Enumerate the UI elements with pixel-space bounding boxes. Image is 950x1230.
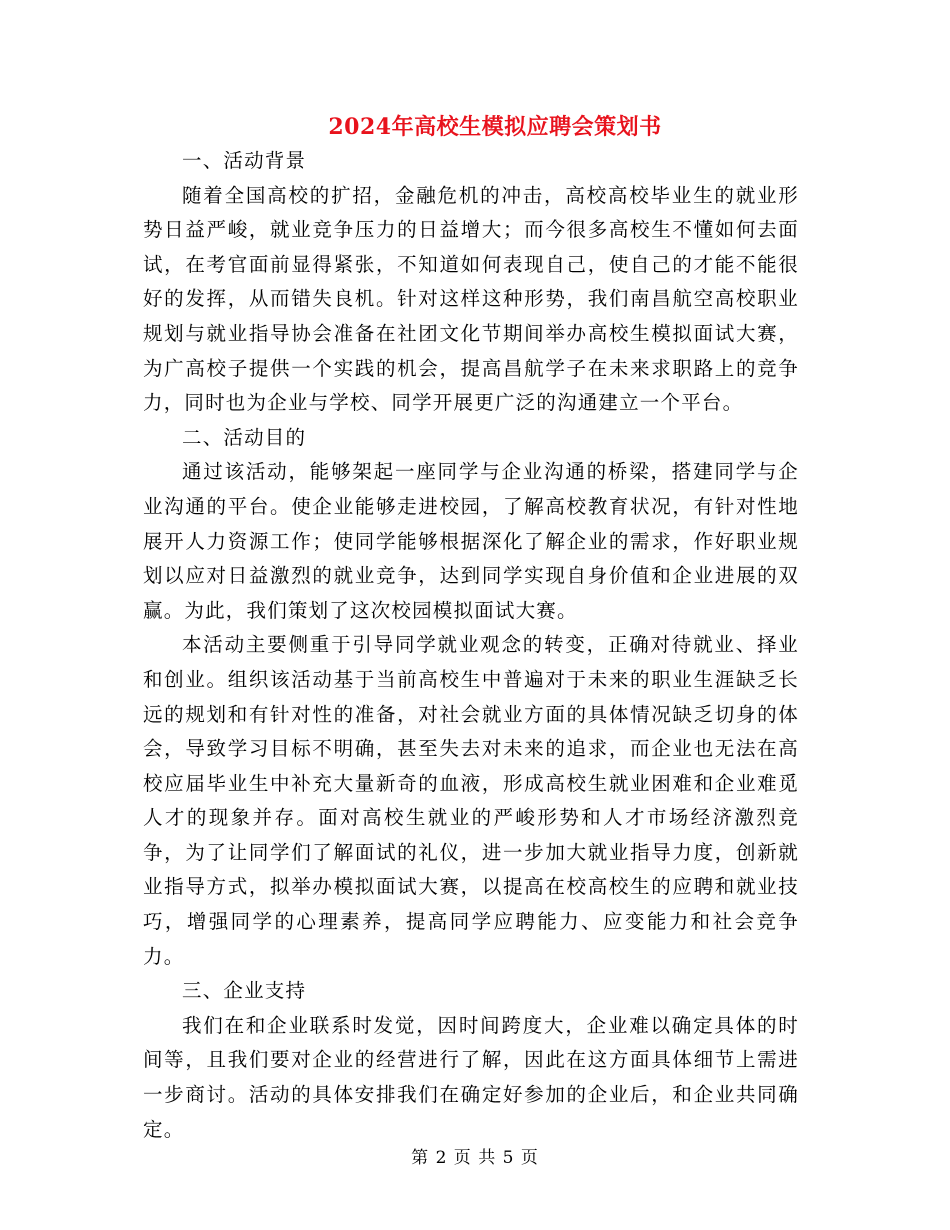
document-title: 2024年高校生模拟应聘会策划书 xyxy=(328,114,662,140)
paragraph-purpose: 通过该活动，能够架起一座同学与企业沟通的桥梁，搭建同学与企业沟通的平台。使企业能够走进校园，了解高校教育状况，有针对性地展开人力资源工作；使同学能够根据深化了解企业的需求，作好职业规划以应对日益激烈的就业竞争，达到同学实现自身价值和企业进展的双赢。为此，我们策划了这次校园模拟面试大赛。 xyxy=(143,460,799,622)
paragraph-background: 随着全国高校的扩招，金融危机的冲击，高校高校毕业生的就业形势日益严峻，就业竞争压力的日益增大；而今很多高校生不懂如何去面试，在考官面前显得紧张，不知道如何表现自己，使自己的才能不能很好的发挥，从而错失良机。针对这样这种形势，我们南昌航空高校职业规划与就业指导协会准备在社团文化节期间举办高校生模拟面试大赛，为广高校子提供一个实践的机会，提高昌航学子在未来求职路上的竞争力，同时也为企业与学校、同学开展更广泛的沟通建立一个平台。 xyxy=(143,183,799,415)
paragraph-focus: 本活动主要侧重于引导同学就业观念的转变，正确对待就业、择业和创业。组织该活动基于当前高校生中普遍对于未来的职业生涯缺乏长远的规划和有针对性的准备，对社会就业方面的具体情况缺乏切身的体会，导致学习目标不明确，甚至失去对未来的追求，而企业也无法在高校应届毕业生中补充大量新奇的血液，形成高校生就业困难和企业难觅人才的现象并存。面对高校生就业的严峻形势和人才市场经济激烈竞争，为了让同学们了解面试的礼仪，进一步加大就业指导力度，创新就业指导方式，拟举办模拟面试大赛，以提高在校高校生的应聘和就业技巧，增强同学的心理素养，提高同学应聘能力、应变能力和社会竞争力。 xyxy=(143,633,799,968)
section-heading-purpose: 二、活动目的 xyxy=(182,425,307,449)
paragraph-support: 我们在和企业联系时发觉，因时间跨度大，企业难以确定具体的时间等，且我们要对企业的经营进行了解，因此在这方面具体细节上需进一步商讨。活动的具体安排我们在确定好参加的企业后，和企业共同确定。 xyxy=(143,1013,799,1141)
section-heading-background: 一、活动背景 xyxy=(182,149,307,172)
section-heading-support: 三、企业支持 xyxy=(182,979,307,1003)
page-footer: 第 2 页 共 5 页 xyxy=(411,1148,539,1168)
document-body xyxy=(143,144,799,1147)
